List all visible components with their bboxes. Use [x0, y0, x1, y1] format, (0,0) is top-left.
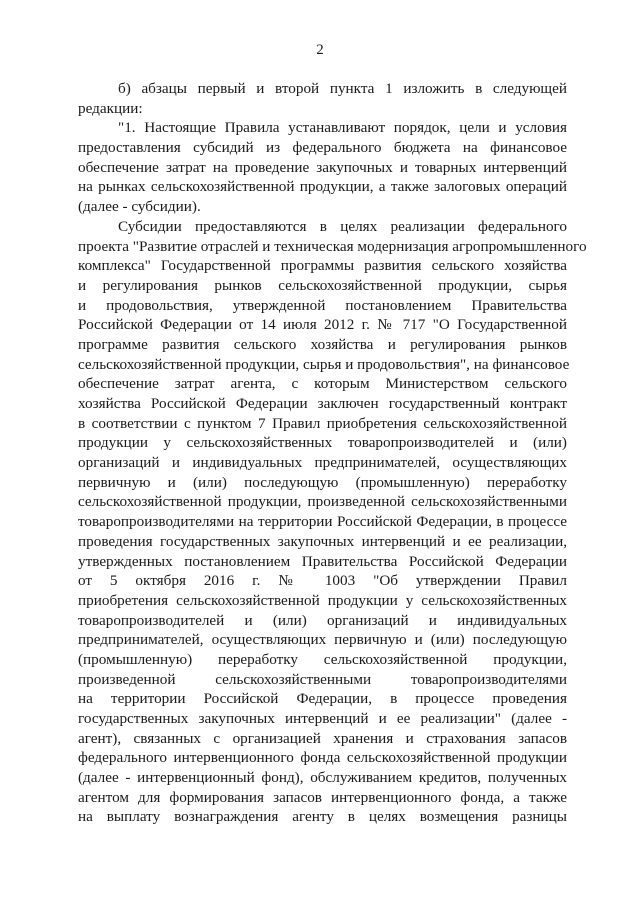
text-line: в соответствии с пунктом 7 Правил приобретения сельскохозяйственной — [78, 414, 567, 432]
text-line: государственных закупочных интервенций и ее реализации" (далее - — [78, 710, 567, 727]
text-line: комплекса" Государственной программы развития сельского хозяйства — [78, 257, 567, 275]
text-line: хозяйства Российской Федерации заключен государственный контракт — [78, 395, 567, 412]
text-line: (промышленную) переработку сельскохозяйственной продукции, — [78, 650, 567, 668]
text-line: и продовольствия, утвержденной постановлением Правительства — [78, 296, 567, 314]
text-line: предоставления субсидий из федерального бюджета на финансовое — [78, 139, 567, 157]
text-line: продукции у сельскохозяйственных товаропроизводителей и (или) — [78, 434, 567, 452]
text-line: организаций и индивидуальных предпринимателей, осуществляющих — [78, 454, 567, 472]
text-line: редакции: — [78, 99, 143, 117]
text-line: "1. Настоящие Правила устанавливают порядок, цели и условия — [118, 119, 567, 137]
text-line: программе развития сельского хозяйства и регулирования рынков — [78, 335, 567, 353]
text-line: обеспечение затрат на проведение закупочных и товарных интервенций — [78, 158, 567, 176]
text-line: на рынках сельскохозяйственной продукции, а также залоговых операций — [78, 178, 567, 196]
text-line: (далее - субсидии). — [78, 198, 201, 216]
text-line: и регулирования рынков сельскохозяйственной продукции, сырья — [78, 276, 567, 294]
text-line: произведенной сельскохозяйственными товаропроизводителями — [78, 670, 567, 688]
text-line: сельскохозяйственной продукции, сырья и продовольствия", на финансовое — [78, 355, 570, 373]
text-line: проекта "Развитие отраслей и техническая модернизация агропромышленного — [78, 237, 587, 255]
document-body — [78, 79, 587, 827]
text-line: товаропроизводителей и (или) организаций и индивидуальных — [78, 611, 567, 629]
text-line: агентом для формирования запасов интервенционного фонда, а также — [78, 788, 567, 806]
text-line: б) абзацы первый и второй пункта 1 изложить в следующей — [118, 80, 567, 97]
text-line: федерального интервенционного фонда сельскохозяйственной продукции — [78, 749, 567, 767]
text-line: первичную и (или) последующую (промышленную) переработку — [78, 473, 567, 491]
text-line: товаропроизводителями на территории Российской Федерации, в процессе — [78, 513, 567, 531]
text-line: утвержденных постановлением Правительства Российской Федерации — [78, 552, 567, 570]
text-line: Российской Федерации от 14 июля 2012 г. № 717 "О Государственной — [78, 316, 567, 334]
text-line: обеспечение затрат агента, с которым Министерством сельского — [78, 375, 567, 393]
text-line: от 5 октября 2016 г. № 1003 "Об утверждении Правил — [78, 572, 567, 590]
text-line: приобретения сельскохозяйственной продукции у сельскохозяйственных — [78, 591, 567, 609]
text-line: на территории Российской Федерации, в процессе проведения — [78, 690, 567, 708]
text-line: (далее - интервенционный фонд), обслуживанием кредитов, полученных — [78, 769, 567, 787]
page-number: 2 — [316, 42, 324, 58]
text-line: проведения государственных закупочных интервенций и ее реализации, — [78, 532, 567, 550]
text-line: сельскохозяйственной продукции, произведенной сельскохозяйственными — [78, 493, 567, 511]
text-line: Субсидии предоставляются в целях реализации федерального — [118, 217, 567, 235]
text-line: предпринимателей, осуществляющих первичную и (или) последующую — [78, 631, 567, 649]
text-line: на выплату вознаграждения агенту в целях возмещения разницы — [78, 808, 567, 826]
text-line: агент), связанных с организацией хранения и страхования запасов — [78, 729, 567, 747]
